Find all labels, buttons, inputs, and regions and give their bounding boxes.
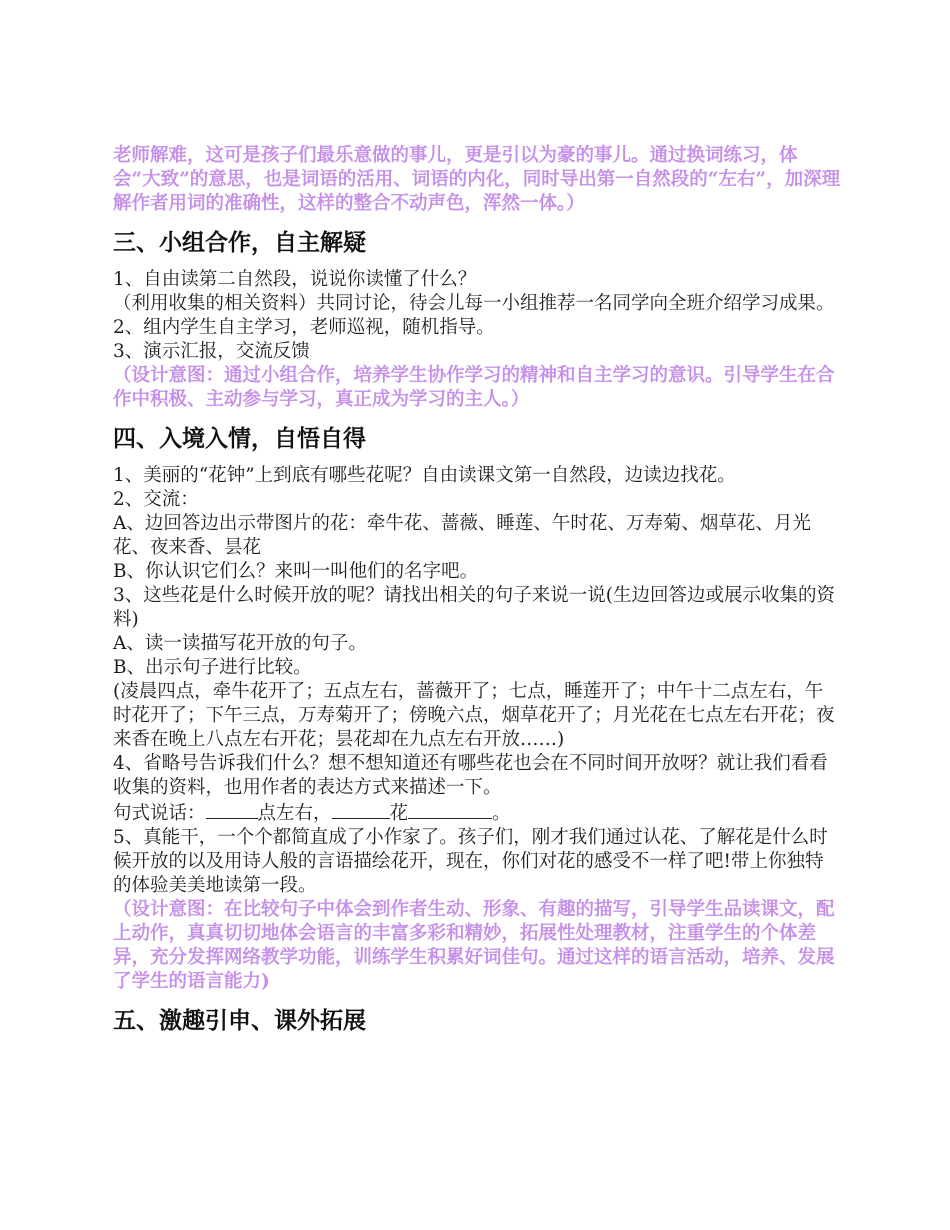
section-3-design-note: （设计意图：通过小组合作，培养学生协作学习的精神和自主学习的意识。引导学生在合作中积极、主动参与学习，真正成为学习的主人。） [113,365,835,410]
section-4-design-note: （设计意图：在比较句子中体会到作者生动、形象、有趣的描写，引导学生品读课文，配上动作，真真切切地体会语言的丰富多彩和精妙，拓展性处理教材，注重学生的个体差异，充分发挥网络教学功能，训练学生积累好词佳句。通过这样的语言活动，培养、发展了学生的语言能力) [113,899,835,992]
section-3-paragraph-3: 2、组内学生自主学习，老师巡视，随机指导。 [113,317,495,338]
design-note-intro: 老师解难，这可是孩子们最乐意做的事儿，更是引以为豪的事儿。通过换词练习，体会“大致”的意思，也是词语的活用、词语的内化，同时导出第一自然段的“左右”，加深理解作者用词的准确性，这样的整合不动声色，浑然一体。） [113,145,841,214]
section-4-paragraph-8: (凌晨四点，牵牛花开了；五点左右，蔷薇开了；七点，睡莲开了；中午十二点左右，午时花开了；下午三点，万寿菊开了；傍晚六点，烟草花开了；月光花在七点左右开花；夜来香在晚上八点左右开花；昙花却在九点左右开放……) [113,681,835,750]
fill-blank-3 [408,800,492,819]
section-4-paragraph-1: 1、美丽的“花钟”上到底有哪些花呢？自由读课文第一自然段，边读边找花。 [113,465,736,486]
section-4-paragraph-7: B、出示句子进行比较。 [113,657,312,678]
section-4-paragraph-2: 2、交流： [113,489,199,510]
section-4-paragraph-4: B、你认识它们么？来叫一叫他们的名字吧。 [113,561,479,582]
section-4-paragraph-5: 3、这些花是什么时候开放的呢？请找出相关的句子来说一说(生边回答边或展示收集的资料) [113,585,835,630]
section-4-heading: 四、入境入情，自悟自得 [113,425,366,452]
sentence-pattern-part-3: 花 [389,803,409,824]
section-5-heading: 五、激趣引申、课外拓展 [113,1007,366,1034]
sentence-pattern-line [113,800,841,826]
section-4-paragraph-6: A、读一读描写花开放的句子。 [113,633,367,654]
sentence-pattern-label: 句式说话： [113,803,206,824]
section-3-heading: 三、小组合作，自主解疑 [113,229,366,256]
section-3-paragraph-2: （利用收集的相关资料）共同讨论，待会儿每一小组推荐一名同学向全班介绍学习成果。 [113,293,835,314]
section-4-paragraph-3: A、边回答边出示带图片的花：牵牛花、蔷薇、睡莲、午时花、万寿菊、烟草花、月光花、夜来香、昙花 [113,513,811,558]
sentence-pattern-end: 。 [492,803,511,824]
section-3-paragraph-4: 3、演示汇报，交流反馈 [113,341,310,362]
section-4-paragraph-9: 4、省略号告诉我们什么？想不想知道还有哪些花也会在不同时间开放呀？就让我们看看收集的资料，也用作者的表达方式来描述一下。 [113,753,828,798]
document-page [113,144,841,1046]
section-4-paragraph-11: 5、真能干，一个个都简直成了小作家了。孩子们，刚才我们通过认花、了解花是什么时候开放的以及用诗人般的言语描绘花开，现在，你们对花的感受不一样了吧!带上你独特的体验美美地读第一段。 [113,827,828,896]
sentence-pattern-part-2: 点左右， [257,803,332,824]
section-3-paragraph-1: 1、自由读第二自然段，说说你读懂了什么？ [113,269,477,290]
fill-blank-1 [206,800,258,819]
fill-blank-2 [332,800,390,819]
